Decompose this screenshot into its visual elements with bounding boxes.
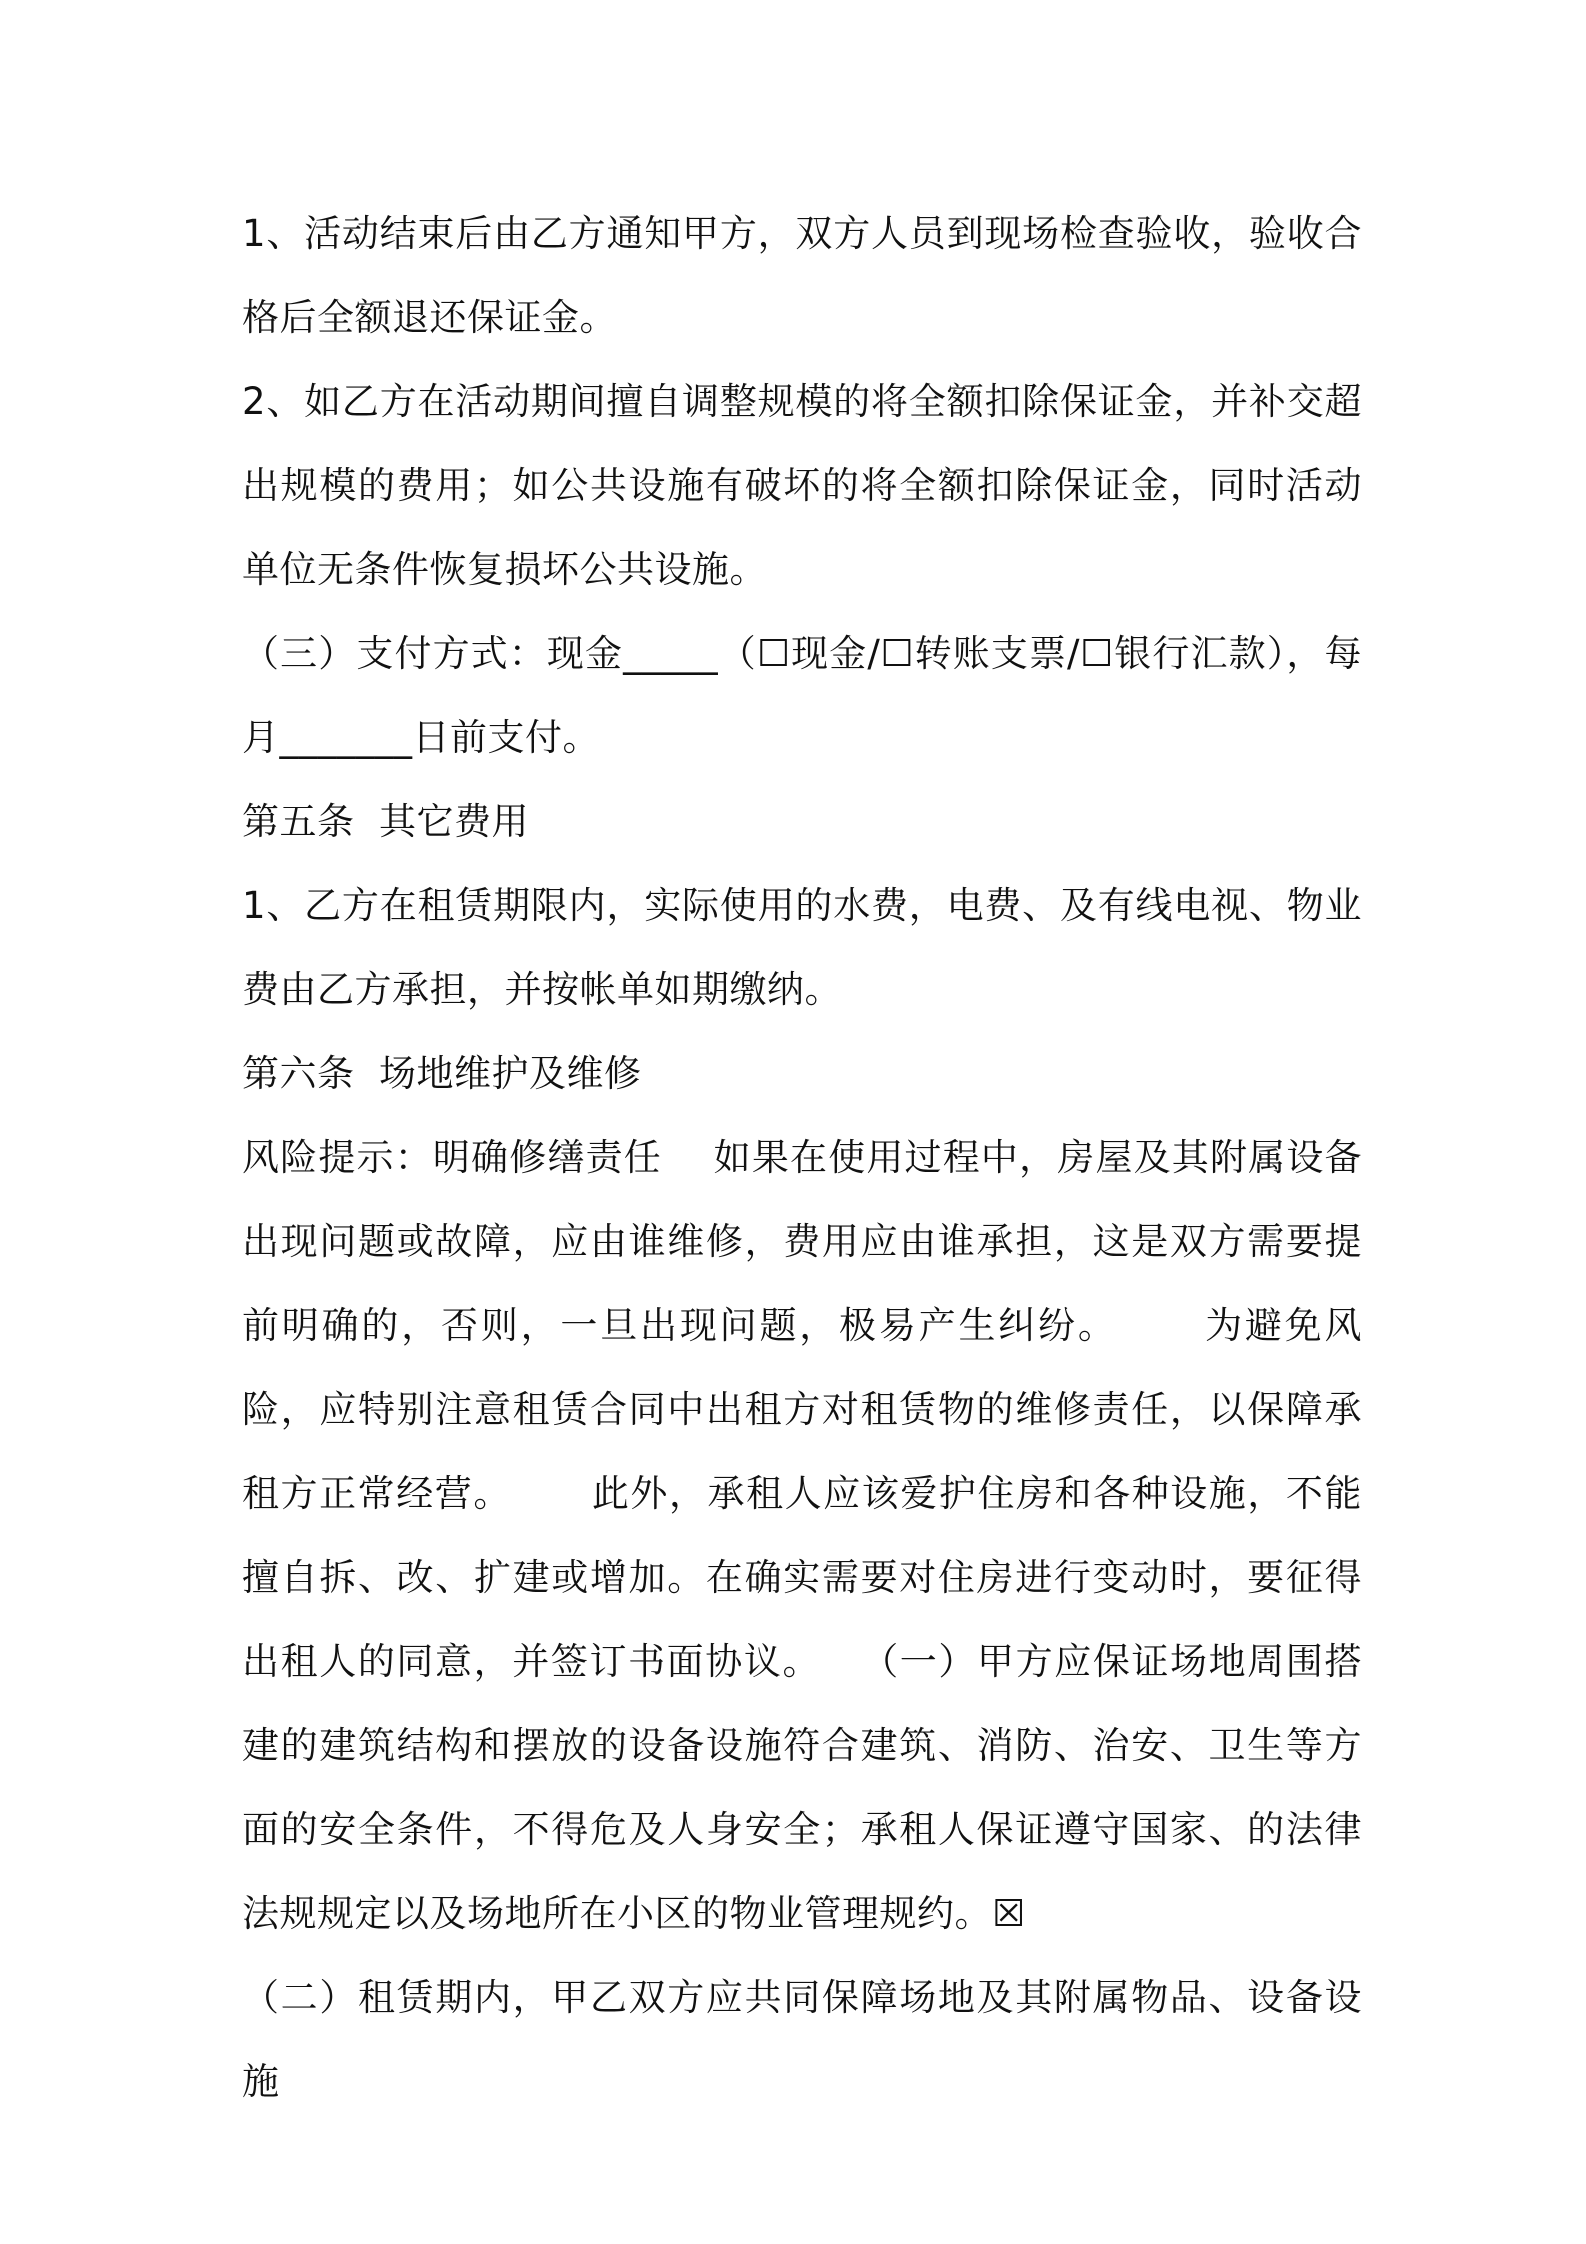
paragraph-deposit-deduction: 2、如乙方在活动期间擅自调整规模的将全额扣除保证金，并补交超出规模的费用；如公共设施有破坏的将全额扣除保证金，同时活动单位无条件恢复损坏公共设施。 (242, 380, 1362, 591)
document-body (242, 192, 1362, 2124)
paragraph-acceptance-refund: 1、活动结束后由乙方通知甲方，双方人员到现场检查验收，验收合格后全额退还保证金。 (242, 212, 1362, 339)
paragraph-risk-notice: 风险提示：明确修缮责任 如果在使用过程中，房屋及其附属设备出现问题或故障，应由谁维修，费用应由谁承担，这是双方需要提前明确的，否则，一旦出现问题，极易产生纠纷。 为避免风险，应特别注意租赁合同中出租方对租赁物的维修责任，以保障承租方正常经营。 此外，承租人应该爱护住房和各种设施，不能擅自拆、改、扩建或增加。在确实需要对住房进行变动时，要征得出租人的同意，并签订书面协议。 （一）甲方应保证场地周围搭建的建筑结构和摆放的设备设施符合建筑、消防、治安、卫生等方面的安全条件，不得危及人身安全；承租人保证遵守国家、的法律法规规定以及场地所在小区的物业管理规约。☒ (242, 1136, 1362, 1935)
paragraph-payment-method: （三）支付方式：现金_____（☐现金/☐转账支票/☐银行汇款），每月_______日前支付。 (242, 632, 1362, 759)
section-heading-article-5: 第五条 其它费用 (242, 800, 530, 843)
paragraph-other-fees: 1、乙方在租赁期限内，实际使用的水费，电费、及有线电视、物业费由乙方承担，并按帐单如期缴纳。 (242, 884, 1362, 1011)
section-heading-article-6: 第六条 场地维护及维修 (242, 1052, 642, 1095)
paragraph-joint-maintenance: （二）租赁期内，甲乙双方应共同保障场地及其附属物品、设备设施 (242, 1976, 1362, 2103)
